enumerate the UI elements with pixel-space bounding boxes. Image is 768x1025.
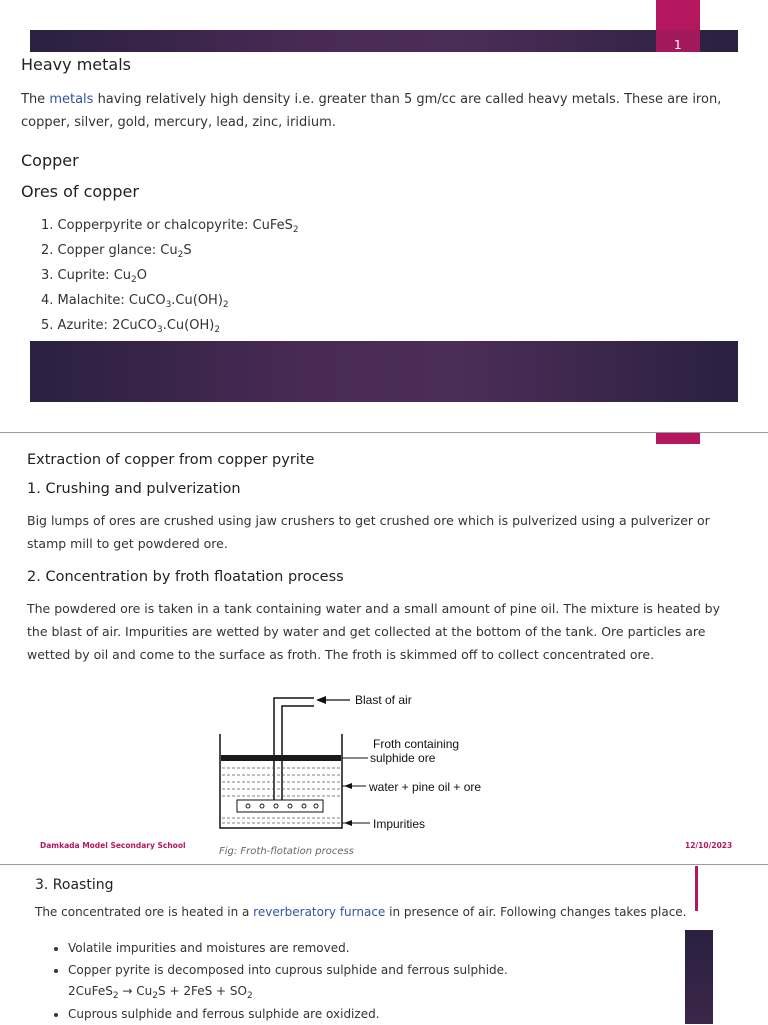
slide-divider [0,864,768,865]
para-prefix: The [21,92,50,107]
slide3-side-band [685,930,713,1024]
list-item: • Volatile impurities and moistures are removed. [68,937,688,959]
label-water: water + pine oil + ore [369,780,482,794]
ore-name: Cuprite: [57,268,114,283]
formula-part: CuFeS [252,218,293,233]
equation-sub: 2 [246,991,253,1001]
roasting-bullets-2 [50,1003,688,1025]
step2-paragraph [27,597,762,666]
list-item: • Cuprous sulphide and ferrous sulphide are oxidized. [68,1003,688,1025]
formula-part: O [136,268,147,283]
list-item [41,238,299,263]
label-froth-line2: sulphide ore [370,751,436,765]
ores-heading: Ores of copper [21,182,139,201]
slide3-accent-bar [695,866,698,911]
slide-page-number: 1 [674,38,682,52]
tank-outline [220,734,342,828]
formula-sub: 2 [177,250,184,260]
ore-number: 1. [41,218,54,233]
list-item [41,213,299,238]
slide1-footer-band [30,341,738,402]
step2-line: The powdered ore is taken in a tank containing water and a small amount of pine oil. The mixture is heated by [27,601,721,616]
formula-sub: 2 [214,325,221,335]
formula-sub: 3 [156,325,163,335]
equation-part: 2CuFeS [68,984,113,998]
froth-layer [221,755,341,761]
step1-paragraph [27,509,757,555]
formula-part: S [183,243,192,258]
roasting-prefix: The concentrated ore is heated in a [35,905,254,919]
step1-line: Big lumps of ores are crushed using jaw crushers to get crushed ore which is pulverized using a pulverizer or [27,513,710,528]
ore-number: 2. [41,243,54,258]
water-lines [222,768,340,823]
para-line2: copper, silver, gold, mercury, lead, zinc, iridium. [21,115,336,130]
slide-divider [0,432,768,433]
ore-name: Copper glance: [57,243,161,258]
equation-part: S + 2FeS + SO [158,984,247,998]
roasting-bullets [50,937,688,981]
step2-line: wetted by oil and come to the surface as froth. The froth is skimmed off to collect concentrated ore. [27,647,655,662]
formula-part: Cu [160,243,178,258]
list-item [41,263,299,288]
formula-sub: 2 [222,300,229,310]
formula-sub: 2 [131,275,137,285]
ore-number: 4. [41,293,54,308]
roasting-heading: 3. Roasting [35,877,114,893]
ore-name: Copperpyrite or chalcopyrite: [57,218,253,233]
ore-name: Malachite: [57,293,129,308]
step1-line: stamp mill to get powdered ore. [27,536,228,551]
para-rest: having relatively high density i.e. greater than 5 gm/cc are called heavy metals. These are iron, [93,92,722,107]
label-impurities: Impurities [373,817,426,831]
footer-school: Damkada Model Secondary School [40,841,186,850]
air-pipe [274,698,314,810]
formula-part: CuCO [128,293,166,308]
label-blast-of-air: Blast of air [355,693,412,707]
roasting-suffix: in presence of air. Following changes takes place. [385,905,687,919]
slide2-accent-tab [656,433,700,444]
step1-heading: 1. Crushing and pulverization [27,481,241,497]
roasting-paragraph [35,905,687,919]
list-item [41,288,299,313]
slide2-title: Extraction of copper from copper pyrite [27,452,315,468]
water-arrow-head [344,783,352,789]
list-item: • Copper pyrite is decomposed into cuprous sulphide and ferrous sulphide. [68,959,688,981]
formula-part: .Cu(OH) [162,318,215,333]
ore-name: Azurite: [57,318,113,333]
equation-part: → Cu [118,984,153,998]
footer-date: 12/10/2023 [685,841,733,850]
figure-caption: Fig: Froth-flotation process [219,846,354,857]
step2-line: the blast of air. Impurities are wetted by water and get collected at the bottom of the tank. Ore particles are [27,624,706,639]
reverberatory-furnace-link[interactable]: reverberatory furnace [253,905,386,919]
formula-part: 2CuCO [112,318,157,333]
air-arrow-head [316,696,326,704]
heavy-metals-heading: Heavy metals [21,55,131,74]
froth-flotation-diagram [210,684,510,840]
formula-part: .Cu(OH) [171,293,223,308]
metals-link[interactable]: metals [49,92,94,107]
slide1-header-band [30,30,738,52]
roasting-equation [68,984,253,1001]
copper-heading: Copper [21,151,79,170]
heavy-metals-paragraph [21,88,761,134]
step2-heading: 2. Concentration by froth floatation process [27,569,344,585]
ore-number: 5. [41,318,54,333]
formula-part: Cu [113,268,132,283]
impurities-arrow-head [344,820,352,826]
label-froth-line1: Froth containing [373,737,460,751]
equation-sub: 2 [112,991,119,1001]
ores-list [41,213,299,338]
ore-number: 3. [41,268,54,283]
list-item [41,313,299,338]
formula-sub: 2 [292,225,299,235]
equation-sub: 2 [152,991,159,1001]
formula-sub: 3 [165,300,172,310]
